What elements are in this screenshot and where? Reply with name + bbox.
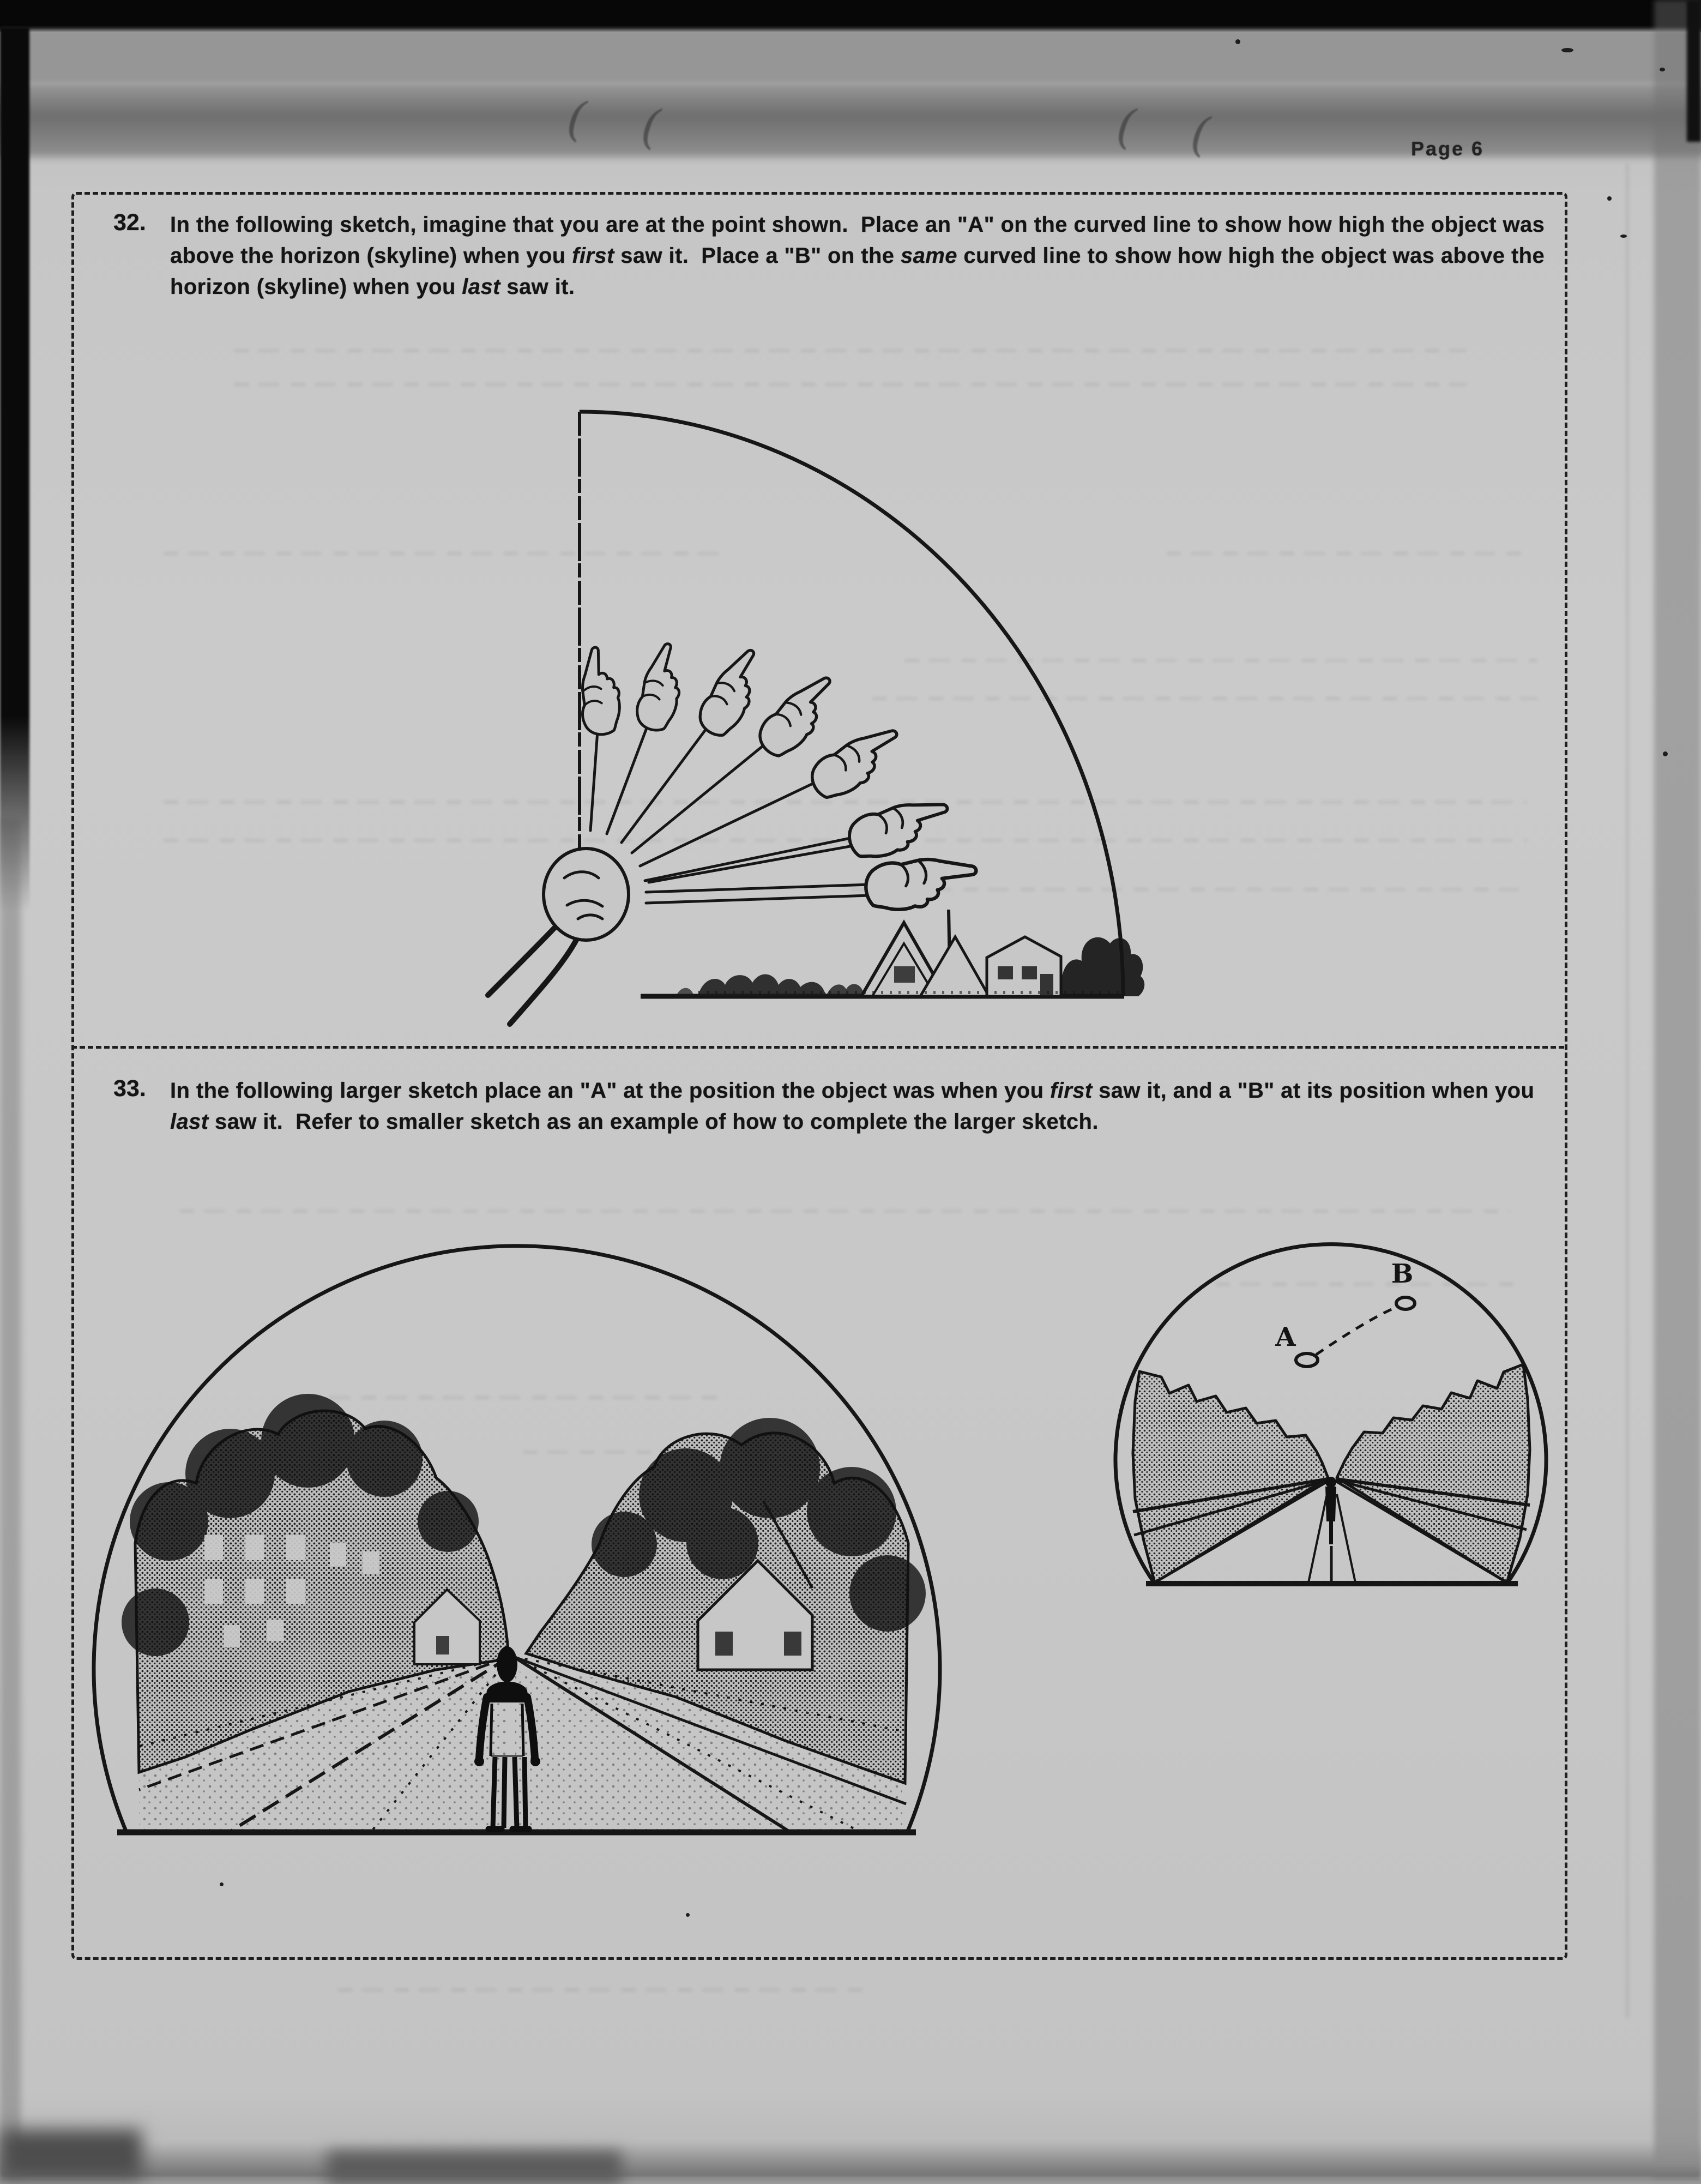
- scan-shadow-right: [1654, 0, 1701, 2179]
- scan-edge-left: [0, 27, 29, 911]
- q33-italic-last: last: [170, 1110, 209, 1134]
- page-number-label: Page 6: [1411, 137, 1485, 160]
- scan-edge-right-top: [1687, 0, 1701, 142]
- pointing-hand-icon: [865, 858, 978, 911]
- scan-streak-vertical: [1626, 164, 1629, 2018]
- example-sketch: [1129, 1238, 1543, 1598]
- skyline-drawing: [676, 910, 1144, 996]
- q32-seg: saw it. Place a "B" on the: [614, 244, 901, 268]
- q33-seg: saw it. Refer to smaller sketch as an example of how to complete the larger sketch.: [208, 1110, 1099, 1134]
- ink-speck: [1663, 751, 1668, 756]
- pointing-hand-icon: [580, 647, 624, 736]
- scan-edge-bottom: [0, 2142, 1701, 2179]
- q32-italic-first: first: [572, 244, 614, 268]
- stray-mark-left: ( (: [564, 91, 684, 158]
- q32-italic-same: same: [900, 244, 957, 268]
- question-32-number: 32.: [113, 209, 146, 236]
- label-a: A: [1275, 1322, 1296, 1352]
- q32-seg: In the following sketch, imagine that you are at the point shown. Place an "A" on the curved line to show how high the object was above the horizon (skyline) when you: [170, 213, 1551, 268]
- pointing-hand-icon: [630, 641, 695, 735]
- elevation-quarter-circle-sketch: [512, 387, 1156, 1031]
- scan-blotch-bottom-left: [0, 2129, 142, 2179]
- object-oval-a: [1296, 1353, 1318, 1367]
- question-32: [113, 209, 1553, 334]
- q32-seg: saw it.: [500, 275, 575, 299]
- pointing-hand-icon: [751, 671, 849, 762]
- ink-speck: [1561, 48, 1573, 52]
- label-b: B: [1391, 1259, 1414, 1289]
- q33-italic-first: first: [1050, 1079, 1093, 1103]
- scan-blotch-bottom-center: [327, 2151, 622, 2184]
- section-divider-line: [71, 1046, 1564, 1049]
- scan-shadow-left: [0, 818, 21, 2179]
- stray-mark-right: ( (: [1114, 99, 1233, 165]
- pointing-hand-icon: [804, 723, 910, 804]
- pointing-hand-icon: [845, 796, 954, 862]
- person-silhouette-small: [1325, 1477, 1336, 1544]
- scan-edge-top: [0, 0, 1701, 32]
- scan-band-upper: [0, 29, 1701, 83]
- question-33: [113, 1075, 1553, 1169]
- q33-seg: saw it, and a "B" at its position when you: [1092, 1079, 1541, 1103]
- question-32-text: [170, 209, 1549, 334]
- q33-seg: In the following larger sketch place an "A" at the position the object was when you: [170, 1079, 1050, 1103]
- q32-italic-last: last: [462, 275, 500, 299]
- large-street-sketch: [87, 1238, 960, 1870]
- ink-speck: [1607, 196, 1612, 201]
- ink-speck: [1235, 39, 1240, 44]
- ink-speck: [1660, 68, 1665, 71]
- object-path-dashed-line: [1316, 1308, 1395, 1355]
- bleed-through-row: [338, 1988, 872, 1992]
- q32-seg: curved line to show how high the object was above the horizon (skyline) when you: [170, 244, 1551, 299]
- object-oval-b: [1396, 1297, 1415, 1309]
- question-33-number: 33.: [113, 1075, 146, 1102]
- ink-speck: [1620, 234, 1627, 238]
- object-path-markers: [1275, 1259, 1415, 1367]
- question-33-text: [170, 1075, 1549, 1169]
